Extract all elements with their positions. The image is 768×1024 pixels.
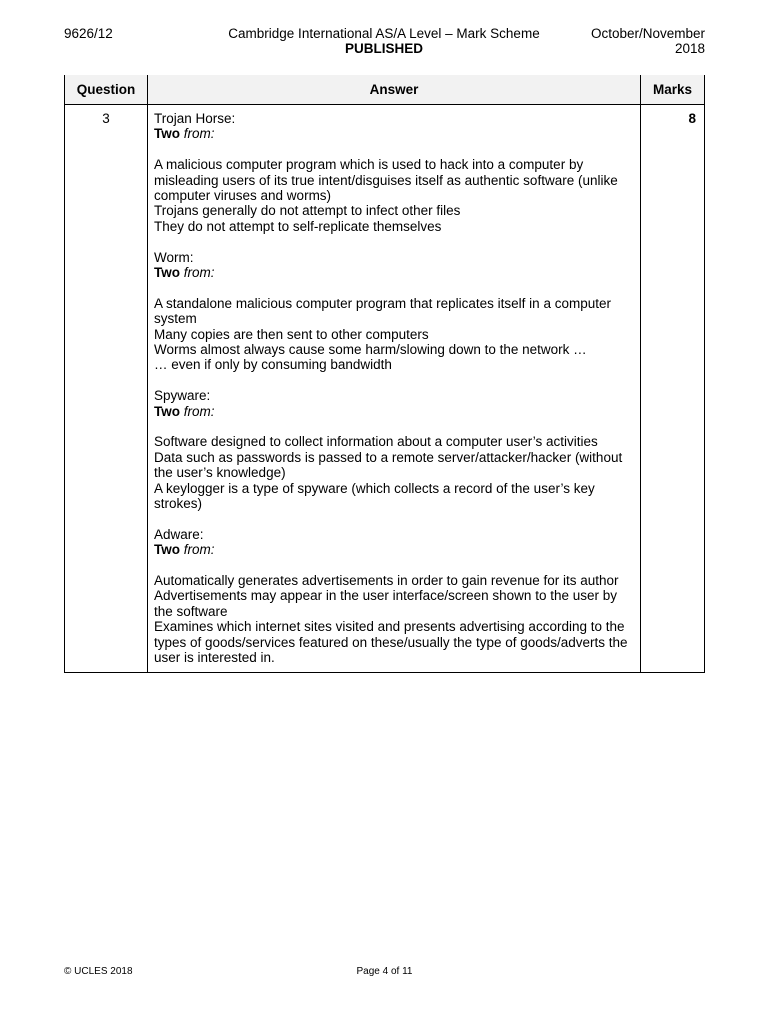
- answer-point: … even if only by consuming bandwidth: [154, 357, 392, 373]
- two-from-label: Two from:: [154, 265, 215, 281]
- answer-point: Automatically generates advertisements in order to gain revenue for its author: [154, 573, 619, 589]
- exam-session-year: 2018: [674, 41, 705, 56]
- answer-point: Worms almost always cause some harm/slowing down to the network …: [154, 342, 587, 358]
- document-title: Cambridge International AS/A Level – Mark Scheme: [228, 26, 540, 41]
- marks-value: 8: [641, 105, 705, 673]
- answer-point: A standalone malicious computer program that replicates itself in a computer system: [154, 295, 611, 327]
- answer-point: Software designed to collect information about a computer user’s activities: [154, 434, 598, 450]
- page-header: [64, 24, 705, 58]
- column-header-answer: Answer: [148, 75, 641, 105]
- answer-point: Data such as passwords is passed to a remote server/attacker/hacker (without the user’s knowledge): [154, 449, 623, 481]
- section-heading: Worm:: [154, 249, 194, 265]
- table-row: [65, 105, 705, 673]
- page-number: Page 4 of 11: [356, 966, 413, 977]
- two-from-label: Two from:: [154, 542, 215, 558]
- table-header-row: [65, 75, 705, 105]
- two-from-label: Two from:: [154, 126, 215, 142]
- answer-section-adware: [154, 527, 634, 666]
- answer-section-trojan: [154, 111, 634, 234]
- answer-point: Many copies are then sent to other computers: [154, 326, 429, 342]
- published-label: PUBLISHED: [344, 41, 423, 56]
- column-header-marks: Marks: [641, 75, 705, 105]
- section-heading: Adware:: [154, 526, 204, 542]
- question-number: 3: [65, 105, 148, 673]
- answer-point: A keylogger is a type of spyware (which collects a record of the user’s key strokes): [154, 480, 595, 512]
- section-heading: Spyware:: [154, 388, 211, 404]
- answer-point: Examines which internet sites visited and presents advertising according to the types of goods/services featured on these/usually the type of goods/adverts the user is interested in.: [154, 619, 628, 666]
- answer-point: A malicious computer program which is used to hack into a computer by misleading users of its true intent/disguises itself as authentic software (unlike computer viruses and worms): [154, 157, 618, 204]
- syllabus-code: 9626/12: [64, 26, 113, 41]
- answer-section-worm: [154, 250, 634, 373]
- answer-point: Advertisements may appear in the user interface/screen shown to the user by the software: [154, 588, 617, 619]
- exam-session: [591, 26, 705, 56]
- copyright: © UCLES 2018: [64, 966, 133, 977]
- document-title-block: [164, 26, 604, 56]
- mark-scheme-table: [64, 75, 705, 673]
- exam-session-months: October/November: [590, 26, 705, 41]
- two-from-label: Two from:: [154, 403, 215, 419]
- answer-section-spyware: [154, 388, 634, 511]
- column-header-question: Question: [65, 75, 148, 105]
- answer-cell: [148, 105, 641, 673]
- answer-point: Trojans generally do not attempt to infect other files: [154, 203, 461, 219]
- section-heading: Trojan Horse:: [154, 111, 236, 126]
- answer-point: They do not attempt to self-replicate themselves: [154, 218, 442, 234]
